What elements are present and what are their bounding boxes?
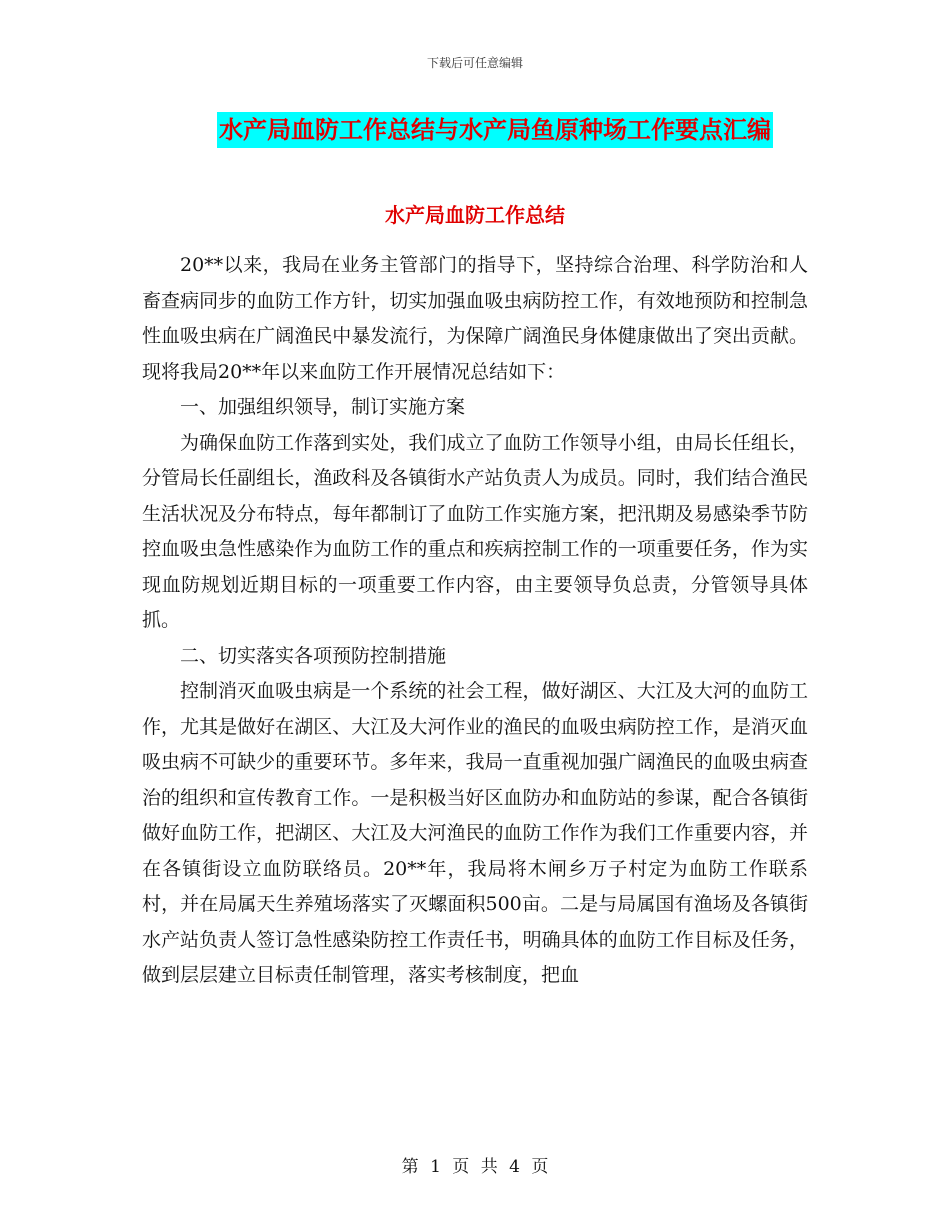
main-title: 水产局血防工作总结与水产局鱼原种场工作要点汇编 (217, 112, 773, 148)
paragraph-measures: 控制消灭血吸虫病是一个系统的社会工程，做好湖区、大江及大河的血防工作，尤其是做好在湖区、大江及大河作业的渔民的血吸虫病防控工作，是消灭血吸虫病不可缺少的重要环节。多年来，我局一直重视加强广阔渔民的血吸虫病查治的组织和宣传教育工作。一是积极当好区血防办和血防站的参谋，配合各镇街做好血防工作，把湖区、大江及大河渔民的血防工作作为我们工作重要内容，并在各镇街设立血防联络员。20**年，我局将木闸乡万子村定为血防工作联系村，并在局属天生养殖场落实了灭螺面积500亩。二是与局属国有渔场及各镇街水产站负责人签订急性感染防控工作责任书，明确具体的血防工作目标及任务，做到层层建立目标责任制管理，落实考核制度，把血 (142, 680, 808, 986)
section-title: 水产局血防工作总结 (385, 203, 565, 227)
heading-two: 二、切实落实各项预防控制措施 (180, 644, 447, 667)
paragraph-organization: 为确保血防工作落到实处，我们成立了血防工作领导小组，由局长任组长，分管局长任副组长，渔政科及各镇街水产站负责人为成员。同时，我们结合渔民生活状况及分布特点，每年都制订了血防工作实施方案，把汛期及易感染季节防控血吸虫急性感染作为血防工作的重点和疾病控制工作的一项重要任务，作为实现血防规划近期目标的一项重要工作内容，由主要领导负总责，分管领导具体抓。 (142, 431, 808, 631)
main-title-wrap (0, 112, 950, 148)
paragraph-intro: 20**以来，我局在业务主管部门的指导下，坚持综合治理、科学防治和人畜查病同步的血防工作方针，切实加强血吸虫病防控工作，有效地预防和控制急性血吸虫病在广阔渔民中暴发流行，为保障广阔渔民身体健康做出了突出贡献。现将我局20**年以来血防工作开展情况总结如下： (142, 254, 808, 383)
header-note: 下载后可任意编辑 (426, 56, 523, 70)
page-footer: 第 1 页 共 4 页 (401, 1157, 549, 1177)
heading-one: 一、加强组织领导，制订实施方案 (180, 396, 466, 418)
document-body (142, 248, 808, 994)
